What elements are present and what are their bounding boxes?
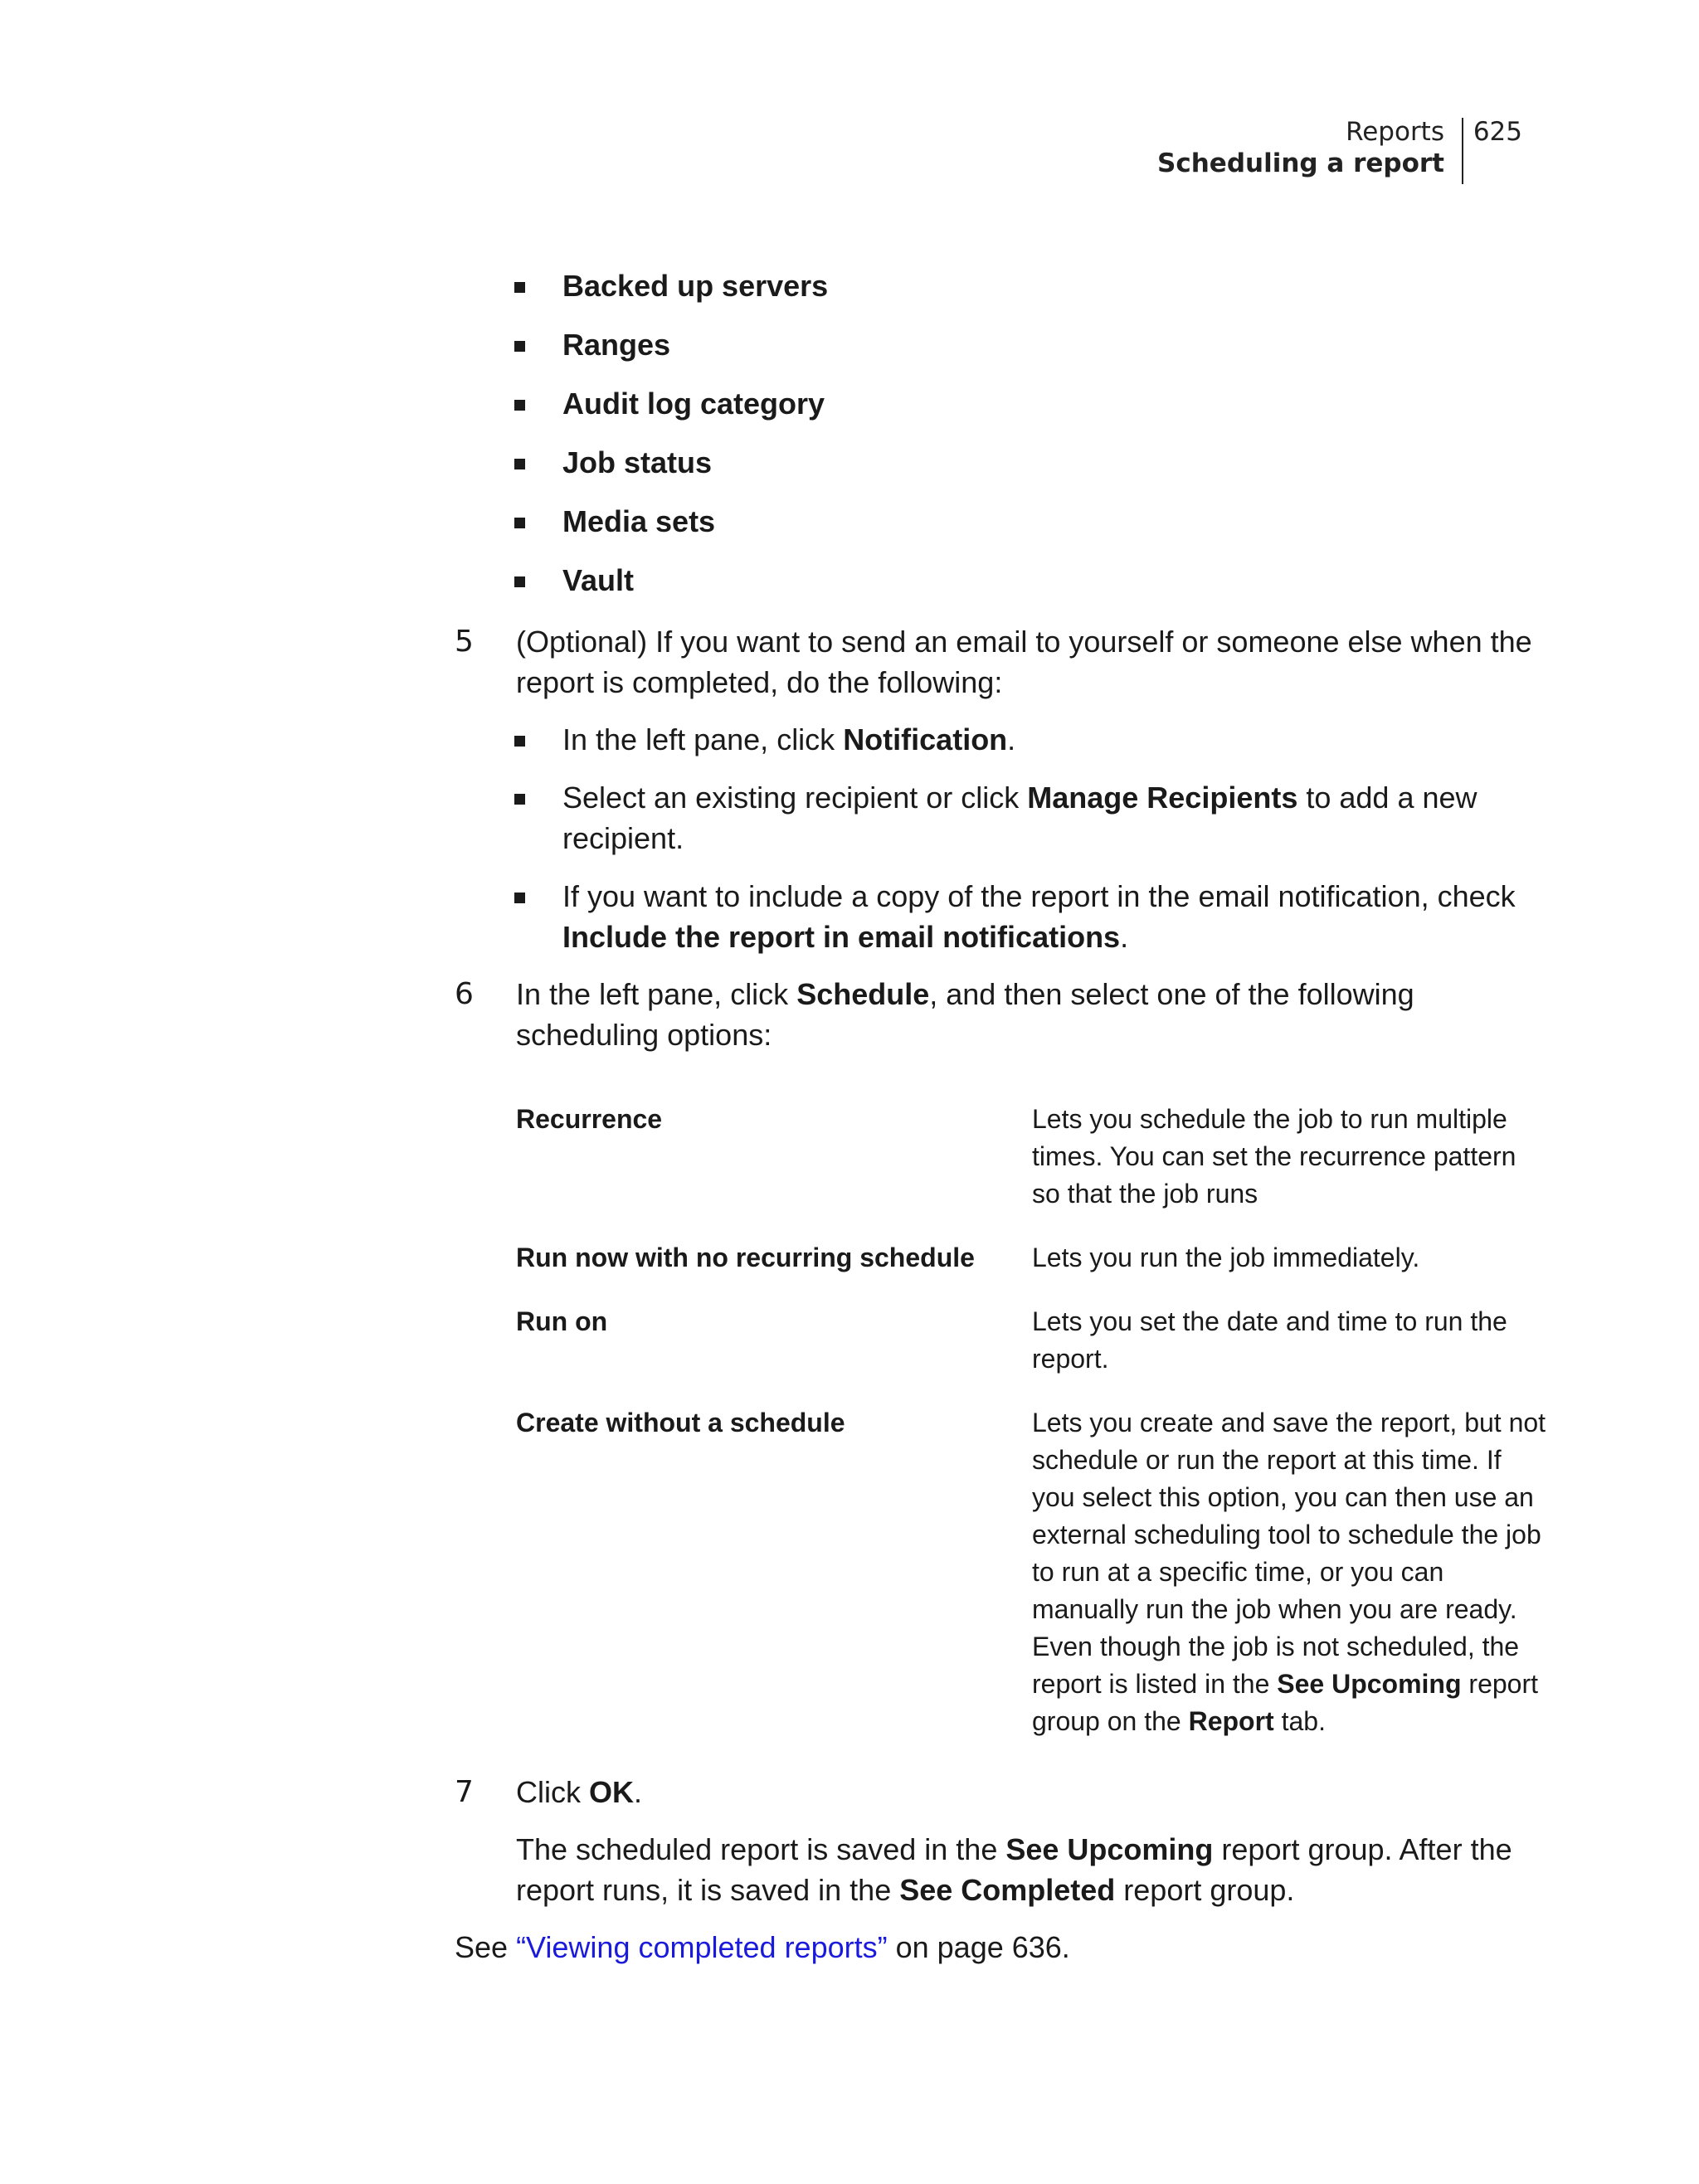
- option-term: Recurrence: [516, 1104, 663, 1134]
- page-number: 625: [1473, 117, 1522, 147]
- table-row: [516, 1101, 1558, 1213]
- table-row: [516, 1239, 1558, 1277]
- option-description: Lets you run the job immediately.: [1032, 1243, 1420, 1272]
- step-text: (Optional) If you want to send an email to yourself or someone else when the report is completed, do the following:: [516, 625, 1532, 699]
- bullet-square-icon: [514, 794, 525, 805]
- list-item: Job status: [455, 442, 1558, 501]
- list-item: Select an existing recipient or click Manage Recipients to add a new recipient.: [455, 777, 1558, 859]
- bullet-square-icon: [514, 400, 525, 411]
- step-5: [455, 621, 1558, 957]
- step-number: 6: [455, 977, 474, 1011]
- header-title: Scheduling a report: [1157, 148, 1444, 178]
- table-row: [516, 1404, 1558, 1740]
- option-description: Lets you set the date and time to run the report.: [1032, 1306, 1507, 1374]
- list-item: In the left pane, click Notification.: [455, 719, 1558, 760]
- option-term: Run on: [516, 1306, 608, 1336]
- bullet-square-icon: [514, 518, 525, 528]
- list-item: If you want to include a copy of the report in the email notification, check Include the report in email notifications.: [455, 876, 1558, 957]
- schedule-options-table: [516, 1101, 1558, 1740]
- option-description: Lets you schedule the job to run multiple times. You can set the recurrence pattern so that the job runs: [1032, 1104, 1516, 1209]
- step-text: Click OK.: [516, 1775, 643, 1809]
- option-term: Run now with no recurring schedule: [516, 1243, 975, 1272]
- cross-reference-link[interactable]: “Viewing completed reports”: [516, 1930, 888, 1964]
- bullet-square-icon: [514, 459, 525, 469]
- table-row: [516, 1303, 1558, 1378]
- step-result-text: The scheduled report is saved in the See Upcoming report group. After the report runs, it is saved in the See Completed report group.: [516, 1832, 1512, 1907]
- page-content: [455, 265, 1558, 1968]
- bullet-square-icon: [514, 576, 525, 587]
- bullet-square-icon: [514, 282, 525, 293]
- page-header: [859, 116, 1606, 191]
- list-item: Backed up servers: [455, 265, 1558, 324]
- see-also: See “Viewing completed reports” on page 636.: [455, 1930, 1070, 1964]
- header-text: [864, 116, 1444, 179]
- bullet-square-icon: [514, 736, 525, 747]
- filter-list: [455, 265, 1558, 619]
- list-item: Media sets: [455, 501, 1558, 560]
- bullet-square-icon: [514, 341, 525, 352]
- option-term: Create without a schedule: [516, 1408, 845, 1437]
- header-divider: [1462, 118, 1463, 184]
- step-6: [455, 974, 1558, 1055]
- option-description: Lets you create and save the report, but not schedule or run the report at this time. If you select this option, you can then use an external scheduling tool to schedule the job to run at a specific time, or you can manually run the job when you are ready. Even though the job is not scheduled, the report is listed in the See Upcoming report group on the Report tab.: [1032, 1408, 1546, 1736]
- step-number: 7: [455, 1775, 474, 1809]
- step-number: 5: [455, 625, 474, 659]
- step-text: In the left pane, click Schedule, and then select one of the following scheduling options:: [516, 977, 1414, 1052]
- header-section: Reports: [1346, 117, 1444, 147]
- list-item: Audit log category: [455, 383, 1558, 442]
- bullet-square-icon: [514, 893, 525, 903]
- list-item: Vault: [455, 560, 1558, 619]
- notification-steps: [455, 719, 1558, 957]
- step-7: [455, 1772, 1558, 1910]
- list-item: Ranges: [455, 324, 1558, 383]
